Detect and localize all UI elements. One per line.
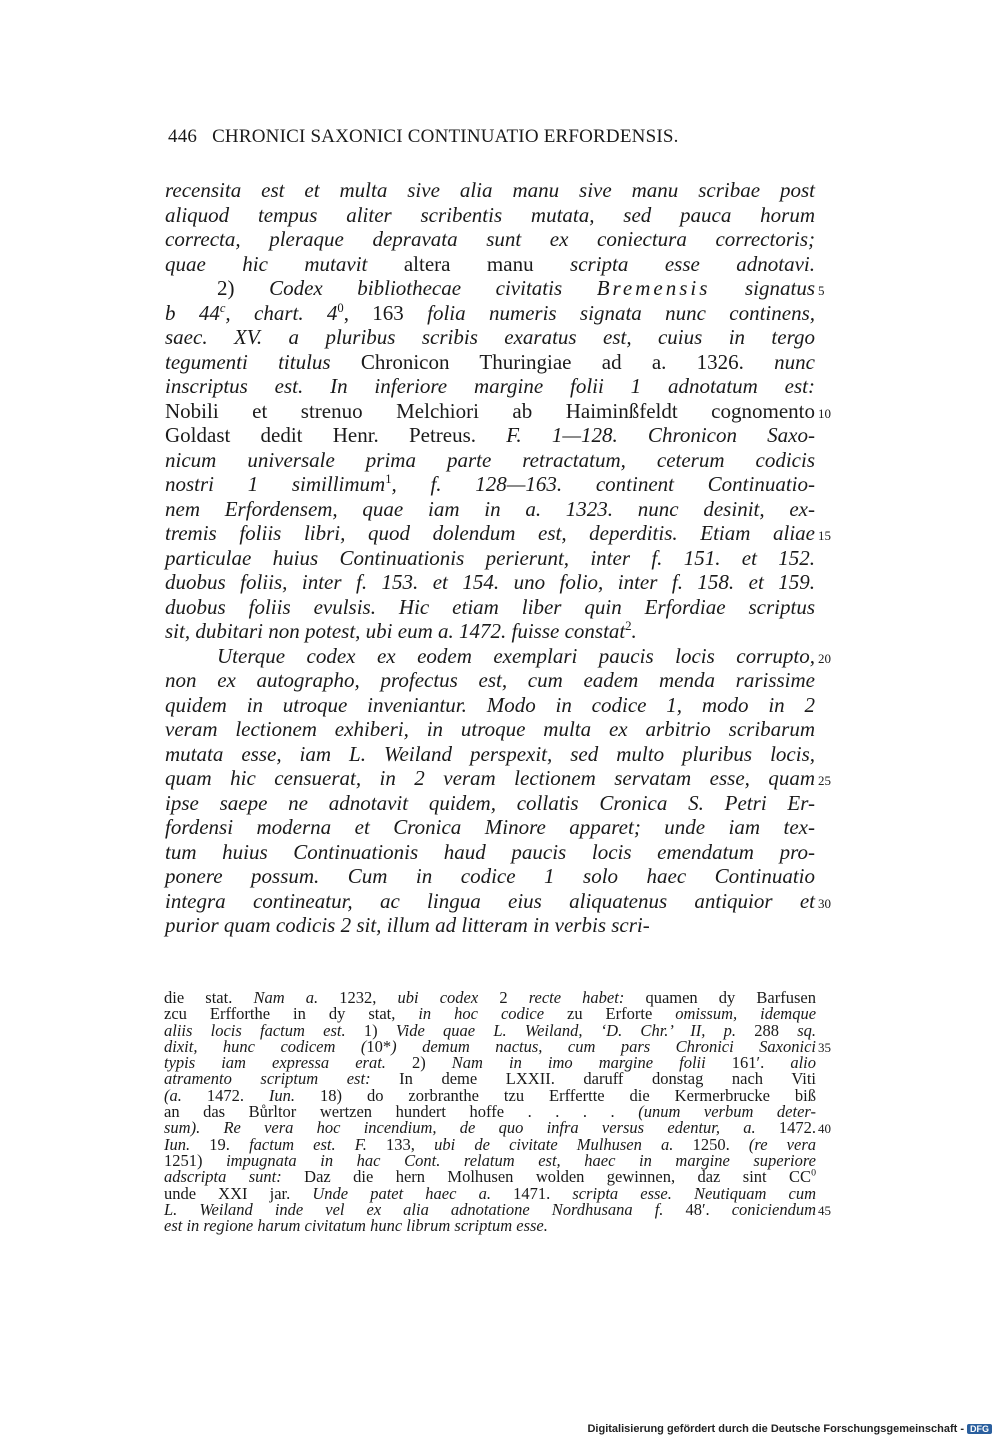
- text-segment: 1232,: [339, 988, 398, 1007]
- text-segment: omissum, idemque: [675, 1004, 817, 1024]
- text-segment: tum huius Continuationis haud paucis locis emendatum pro-: [165, 839, 815, 864]
- text-line: [165, 448, 815, 473]
- text-line: [165, 717, 815, 742]
- text-segment: Codex bibliothecae civitatis: [269, 276, 597, 300]
- note-line: [164, 1218, 816, 1234]
- text-line: [165, 693, 815, 718]
- text-segment: 10*: [366, 1036, 392, 1056]
- text-line: [165, 399, 815, 424]
- text-segment: quamen dy Barfusen: [645, 988, 816, 1007]
- text-segment: 0: [337, 300, 344, 315]
- dfg-logo: DFG: [967, 1424, 992, 1434]
- text-line: [165, 276, 815, 301]
- text-segment: alio: [790, 1053, 817, 1073]
- text-segment: aliis locis factum est.: [164, 1020, 364, 1040]
- text-line: [165, 595, 815, 620]
- text-segment: Vide quae L. Weiland, ‘D. Chr.’ II, p.: [395, 1020, 755, 1040]
- text-line: [165, 546, 815, 571]
- text-segment: particulae huius Continuationis perierunt, inter f. 151. et 152.: [165, 545, 815, 570]
- line-number: 30: [818, 895, 831, 911]
- text-segment: sit, dubitari non potest, ubi eum a. 1472. fuisse constat: [165, 619, 626, 643]
- text-segment: Nam a.: [253, 988, 340, 1007]
- text-segment: ubi codex: [397, 988, 500, 1007]
- text-line: [165, 472, 815, 497]
- text-segment: Nam in imo margine folii: [451, 1053, 732, 1073]
- text-line: [165, 521, 815, 546]
- text-segment: 2): [411, 1053, 452, 1073]
- running-title: CHRONICI SAXONICI CONTINUATIO ERFORDENSIS.: [212, 126, 679, 147]
- text-segment: c: [219, 300, 226, 315]
- text-line: [165, 791, 815, 816]
- text-segment: nunc: [774, 349, 815, 374]
- text-segment: quae hic mutavit: [165, 251, 404, 276]
- text-line: [165, 644, 815, 669]
- text-segment: duobus foliis, inter f. 153. et 154. uno folio, inter f. 158. et 159.: [165, 570, 815, 594]
- text-segment: Iun.: [164, 1134, 210, 1154]
- line-number: 5: [818, 283, 825, 298]
- text-line: [165, 350, 815, 375]
- text-line: [165, 374, 815, 399]
- text-segment: mutata esse, iam L. Weiland perspexit, sed multo pluribus locis,: [165, 741, 815, 766]
- text-segment: in hoc codice: [418, 1004, 567, 1024]
- text-segment: 1): [363, 1020, 396, 1040]
- text-segment: correcta, pleraque depravata sunt ex coniectura correctoris;: [165, 227, 815, 251]
- text-segment: aliquod tempus aliter scribentis mutata, sed pauca horum: [165, 202, 815, 227]
- funding-footer: [587, 1423, 992, 1435]
- text-segment: ubi de civitate Mulhusen a.: [434, 1134, 693, 1154]
- text-segment: coniciendum: [731, 1199, 817, 1219]
- text-segment: ) demum nactus, cum pars Chronici Saxonici: [391, 1036, 816, 1056]
- text-segment: integra contineatur, ac lingua eius aliquatenus antiquior et: [165, 888, 815, 913]
- line-number: 15: [818, 528, 831, 543]
- text-segment: b 44: [165, 300, 220, 325]
- text-line: [165, 497, 815, 522]
- text-segment: tremis foliis libri, quod dolendum est, deperditis. Etiam aliae: [165, 521, 815, 545]
- text-segment: nicum universale prima parte retractatum, ceterum codicis: [165, 447, 815, 472]
- text-line: [165, 252, 815, 277]
- text-segment: Unde patet haec a.: [312, 1183, 514, 1203]
- text-segment: 2: [499, 988, 529, 1007]
- text-segment: 1471.: [513, 1183, 573, 1203]
- text-line: [165, 423, 815, 448]
- text-segment: atramento scriptum est:: [164, 1069, 400, 1089]
- text-segment: impugnata in hac Cont. relatum est, haec in margine superiore: [226, 1150, 817, 1170]
- line-number: 45: [818, 1202, 831, 1218]
- text-segment: 1250.: [692, 1134, 749, 1154]
- text-segment: 288: [754, 1020, 798, 1040]
- text-segment: (a.: [164, 1085, 207, 1105]
- text-segment: Uterque codex ex eodem exemplari paucis locis corrupto,: [217, 643, 815, 668]
- text-segment: 2): [217, 276, 270, 300]
- text-segment: scripta esse. Neutiquam cum: [572, 1183, 816, 1203]
- text-segment: sq.: [797, 1020, 817, 1040]
- text-line: [165, 668, 815, 693]
- text-segment: scripta esse adnotavi.: [570, 251, 816, 276]
- text-segment: Bremensis: [596, 276, 711, 300]
- text-segment: do zorbranthe tzu Erffertte die Kermerbrucke biß: [366, 1085, 816, 1105]
- text-segment: 133,: [386, 1134, 435, 1154]
- line-number: 40: [818, 1121, 831, 1137]
- text-segment: zu Erforte: [567, 1004, 676, 1024]
- line-number: 10: [818, 405, 831, 421]
- text-segment: tegumenti titulus: [165, 349, 361, 374]
- running-header: [168, 126, 818, 148]
- text-segment: factum est. F.: [249, 1134, 387, 1154]
- text-segment: L. Weiland inde vel ex alia adnotatione Nordhusana f.: [164, 1199, 686, 1219]
- text-segment: , chart. 4: [225, 300, 338, 325]
- text-segment: Goldast dedit Henr. Petreus.: [165, 423, 507, 447]
- text-segment: quam hic censuerat, in 2 veram lectionem servatam esse, quam: [165, 766, 815, 790]
- line-number: 35: [818, 1039, 831, 1055]
- text-line: [165, 766, 815, 791]
- text-line: [165, 301, 815, 326]
- text-segment: 18): [320, 1085, 367, 1105]
- text-segment: altera manu: [403, 251, 571, 276]
- text-segment: Nobili et strenuo Melchiori ab Haiminßfeldt cognomento: [165, 398, 815, 423]
- text-line: [165, 178, 815, 203]
- text-line: [165, 203, 815, 228]
- text-segment: In deme LXXII. daruff donstag nach Viti: [399, 1069, 817, 1089]
- text-line: [165, 619, 815, 644]
- text-segment: 2: [625, 619, 632, 633]
- main-text: [165, 178, 815, 938]
- text-line: [165, 325, 815, 350]
- text-line: [165, 889, 815, 914]
- text-segment: Iun.: [268, 1085, 320, 1105]
- text-segment: unde XXI jar.: [164, 1183, 313, 1203]
- text-segment: Chronicon Thuringiae ad a. 1326.: [360, 349, 775, 374]
- text-segment: Daz die hern Molhusen wolden gewinnen, daz sint CC: [304, 1167, 812, 1187]
- text-segment: 1: [385, 472, 392, 486]
- text-segment: nem Erfordensem, quae iam in a. 1323. nunc desinit, ex-: [165, 496, 815, 521]
- text-segment: recensita est et multa sive alia manu sive manu scribae post: [165, 178, 815, 202]
- text-segment: inscriptus est. In inferiore margine folii 1 adnotatum est:: [165, 374, 815, 398]
- text-segment: folia numeris signata nunc continens,: [427, 300, 815, 325]
- text-segment: nostri 1 simillimum: [165, 472, 386, 496]
- text-segment: purior quam codicis 2 sit, illum ad litteram in verbis scri-: [165, 913, 650, 937]
- page-number: 446: [168, 126, 198, 147]
- text-line: [165, 227, 815, 252]
- text-line: [165, 913, 815, 938]
- text-segment: , f. 128—163. continent Continuatio-: [391, 472, 816, 496]
- text-line: [165, 742, 815, 767]
- text-line: [165, 815, 815, 840]
- text-segment: F. 1—128. Chronicon Saxo-: [506, 423, 815, 447]
- text-segment: , 163: [343, 300, 428, 325]
- text-segment: typis iam expressa erat.: [164, 1053, 412, 1073]
- text-line: [165, 840, 815, 865]
- text-segment: .: [631, 619, 637, 643]
- text-segment: (unum verbum deter-: [638, 1102, 816, 1122]
- text-segment: fordensi moderna et Cronica Minore apparet; unde iam tex-: [165, 815, 815, 839]
- text-segment: quidem in utroque inveniantur. Modo in codice 1, modo in 2: [165, 692, 815, 717]
- text-segment: saec. XV. a pluribus scribis exaratus est, cuius in tergo: [165, 325, 815, 349]
- text-segment: est in regione harum civitatum hunc librum scriptum esse.: [164, 1216, 548, 1236]
- text-segment: recte habet:: [528, 988, 646, 1007]
- text-line: [165, 864, 815, 889]
- text-line: [165, 570, 815, 595]
- text-segment: signatus: [710, 276, 816, 300]
- text-segment: (re vera: [748, 1134, 817, 1154]
- text-segment: adscripta sunt:: [164, 1167, 305, 1187]
- text-segment: 1472.: [206, 1085, 269, 1105]
- text-segment: dixit, hunc codicem (: [164, 1036, 367, 1056]
- text-segment: ipse saepe ne adnotavit quidem, collatis Cronica S. Petri Er-: [165, 790, 815, 815]
- text-segment: duobus foliis evulsis. Hic etiam liber quin Erfordiae scriptus: [165, 594, 815, 619]
- text-segment: sum). Re vera hoc incendium, de quo infra versus edentur, a.: [164, 1118, 779, 1138]
- footer-text: Digitalisierung gefördert durch die Deutsche Forschungsgemeinschaft -: [587, 1423, 964, 1435]
- text-segment: zcu Erfforthe in dy stat,: [164, 1004, 419, 1024]
- line-number: 20: [818, 650, 831, 666]
- text-segment: 161′.: [731, 1053, 791, 1073]
- footnotes: [164, 990, 816, 1234]
- text-segment: non ex autographo, profectus est, cum eadem menda rarissime: [165, 668, 815, 692]
- text-segment: 48′.: [685, 1199, 732, 1219]
- text-segment: 0: [811, 1167, 816, 1179]
- text-segment: veram lectionem exhiberi, in utroque multa ex arbitrio scribarum: [165, 717, 815, 741]
- text-segment: die stat.: [164, 988, 254, 1007]
- text-segment: 1251): [164, 1150, 227, 1170]
- text-segment: ponere possum. Cum in codice 1 solo haec Continuatio: [165, 864, 815, 888]
- text-segment: an das Bůrltor wertzen hundert hoffe . . . .: [164, 1102, 639, 1122]
- line-number: 25: [818, 773, 831, 788]
- text-segment: 1472.: [778, 1118, 816, 1138]
- text-segment: 19.: [209, 1134, 250, 1154]
